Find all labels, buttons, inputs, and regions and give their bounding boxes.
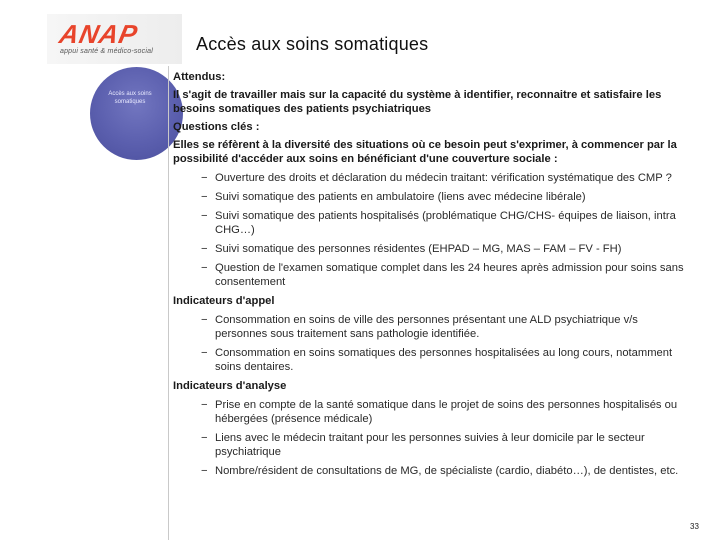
list-item: − Consommation en soins de ville des personnes présentant une ALD psychiatrique v/s personnes sous traitement sans pathologie identifiée. [201, 314, 638, 340]
list-item: − Prise en compte de la santé somatique dans le projet de soins des personnes hospitalisés ou hébergées (présence médicale) [201, 399, 678, 425]
anap-logo [56, 19, 153, 55]
list-item: − Question de l'examen somatique complet dans les 24 heures après admission pour soins sans consentement [201, 262, 684, 288]
attendus-text: Il s'agit de travailler mais sur la capacité du système à identifier, reconnaitre et satisfaire les besoins somatiques des patients psychiatriques [173, 89, 662, 115]
analyse-list [173, 398, 693, 478]
circle-label: Accès aux soins somatiques [108, 91, 152, 105]
list-item: − Nombre/résident de consultations de MG, de spécialiste (cardio, diabéto…), de dentistes, etc. [201, 465, 679, 477]
list-item: − Suivi somatique des personnes résidentes (EHPAD – MG, MAS – FAM – FV - FH) [201, 243, 622, 255]
page-number: 33 [690, 522, 699, 531]
list-item: − Ouverture des droits et déclaration du médecin traitant: vérification systématique des CMP ? [201, 172, 672, 184]
questions-list [173, 171, 693, 289]
list-item: − Consommation en soins somatiques des personnes hospitalisées au long cours, notamment soins dentaires. [201, 347, 673, 373]
slide-content [173, 70, 693, 483]
appel-list [173, 313, 693, 374]
vertical-divider [168, 66, 169, 540]
section-circle [90, 67, 183, 160]
questions-intro: Elles se réfèrent à la diversité des situations où ce besoin peut s'exprimer, à commencer par la possibilité d'accéder aux soins en bénéficiant d'une couverture sociale : [173, 139, 677, 165]
appel-heading: Indicateurs d'appel [173, 295, 275, 307]
list-item: − Liens avec le médecin traitant pour les personnes suivies à leur domicile par le secteur psychiatrique [201, 432, 645, 458]
logo-tagline: appui santé & médico-social [60, 48, 153, 55]
list-item: − Suivi somatique des patients hospitalisés (problématique CHG/CHS- équipes de liaison, intra CHG…) [201, 210, 676, 236]
logo-word: ANAP [56, 19, 141, 49]
list-item: − Suivi somatique des patients en ambulatoire (liens avec médecine libérale) [201, 191, 586, 203]
attendus-heading: Attendus: [173, 71, 226, 83]
analyse-heading: Indicateurs d'analyse [173, 380, 287, 392]
slide-title: Accès aux soins somatiques [196, 34, 429, 54]
questions-heading: Questions clés : [173, 121, 260, 133]
